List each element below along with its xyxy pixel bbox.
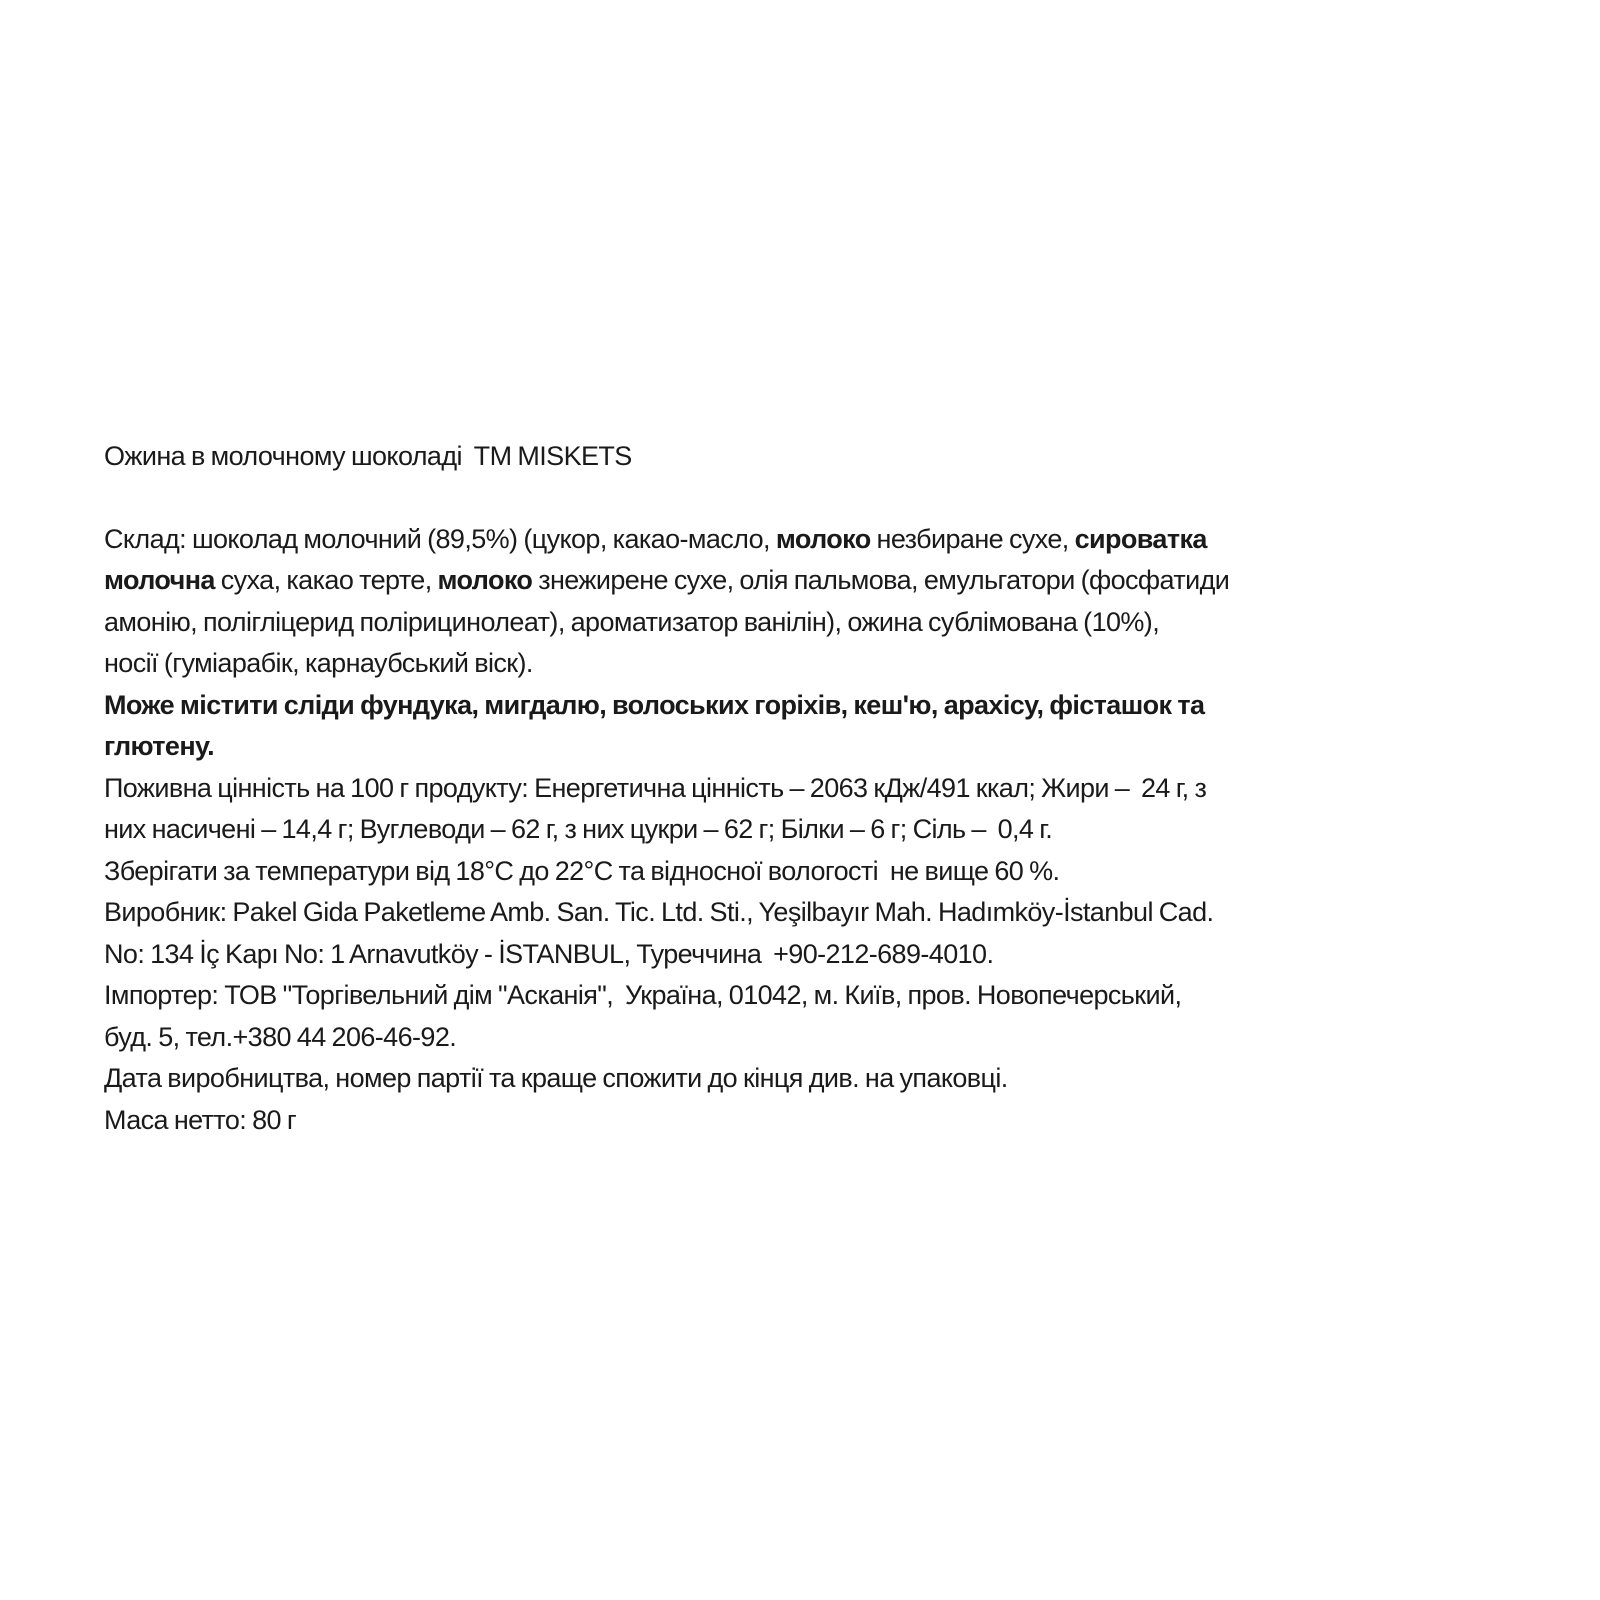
- allergen-highlight: сироватка: [1074, 523, 1207, 554]
- composition-line-2: [104, 560, 1504, 602]
- importer-line-1: Імпортер: ТОВ "Торгівельний дім "Асканія", Україна, 01042, м. Київ, пров. Новопечерський,: [104, 980, 1182, 1010]
- dates-section: [104, 1058, 1504, 1100]
- nutrition-section: [104, 768, 1504, 851]
- net-weight-section: [104, 1100, 1504, 1142]
- composition-line-3: амонію, полігліцерид полірицинолеат), ароматизатор ванілін), ожина сублімована (10%),: [104, 606, 1160, 637]
- allergen-highlight: молочна: [104, 565, 215, 595]
- composition-text: знежирене сухе, олія пальмова, емульгатори (фосфатиди: [532, 565, 1230, 595]
- composition-line-1: [104, 519, 1504, 561]
- storage-line: Зберігати за температури від 18°C до 22°C та відносної вологості не вище 60 %.: [104, 855, 1060, 886]
- composition-text: незбиране сухе,: [870, 523, 1075, 554]
- nutrition-line-1: Поживна цінність на 100 г продукту: Енергетична цінність – 2063 кДж/491 ккал; Жири – 24 г, з: [104, 772, 1207, 803]
- composition-section: [104, 519, 1504, 685]
- manufacturer-line-2: No: 134 İç Kapı No: 1 Arnavutköy - İSTANBUL, Туреччина +90-212-689-4010.: [104, 938, 994, 969]
- composition-line-4: носії (гуміарабік, карнаубський віск).: [104, 648, 533, 678]
- importer-section: [104, 975, 1504, 1058]
- manufacturer-section: [104, 892, 1504, 975]
- net-weight-line: Маса нетто: 80 г: [104, 1104, 297, 1135]
- dates-line: Дата виробництва, номер партії та краще спожити до кінця див. на упаковці.: [104, 1063, 1008, 1093]
- product-label-document: [104, 436, 1504, 1141]
- allergen-warning-line-1: Може містити сліди фундука, мигдалю, волоських горіхів, кеш'ю, арахісу, фісташок та: [104, 689, 1205, 720]
- allergen-warning-line-2: глютену.: [104, 731, 215, 761]
- composition-text: Склад: шоколад молочний (89,5%) (цукор, какао-масло,: [104, 523, 776, 554]
- importer-line-2: буд. 5, тел.+380 44 206-46-92.: [104, 1021, 457, 1052]
- manufacturer-line-1: Виробник: Pakel Gida Paketleme Amb. San. Tic. Ltd. Sti., Yeşilbayır Mah. Hadımköy-İstanbul Cad.: [104, 897, 1214, 927]
- allergen-warning-section: [104, 685, 1504, 768]
- composition-text: суха, какао терте,: [214, 565, 438, 595]
- product-title: Ожина в молочному шоколаді ТМ MISKETS: [104, 441, 632, 471]
- nutrition-line-2: них насичені – 14,4 г; Вуглеводи – 62 г, з них цукри – 62 г; Білки – 6 г; Сіль – 0,4 г.: [104, 814, 1053, 844]
- storage-section: [104, 851, 1504, 893]
- allergen-highlight: молоко: [775, 523, 871, 554]
- allergen-highlight: молоко: [437, 565, 533, 595]
